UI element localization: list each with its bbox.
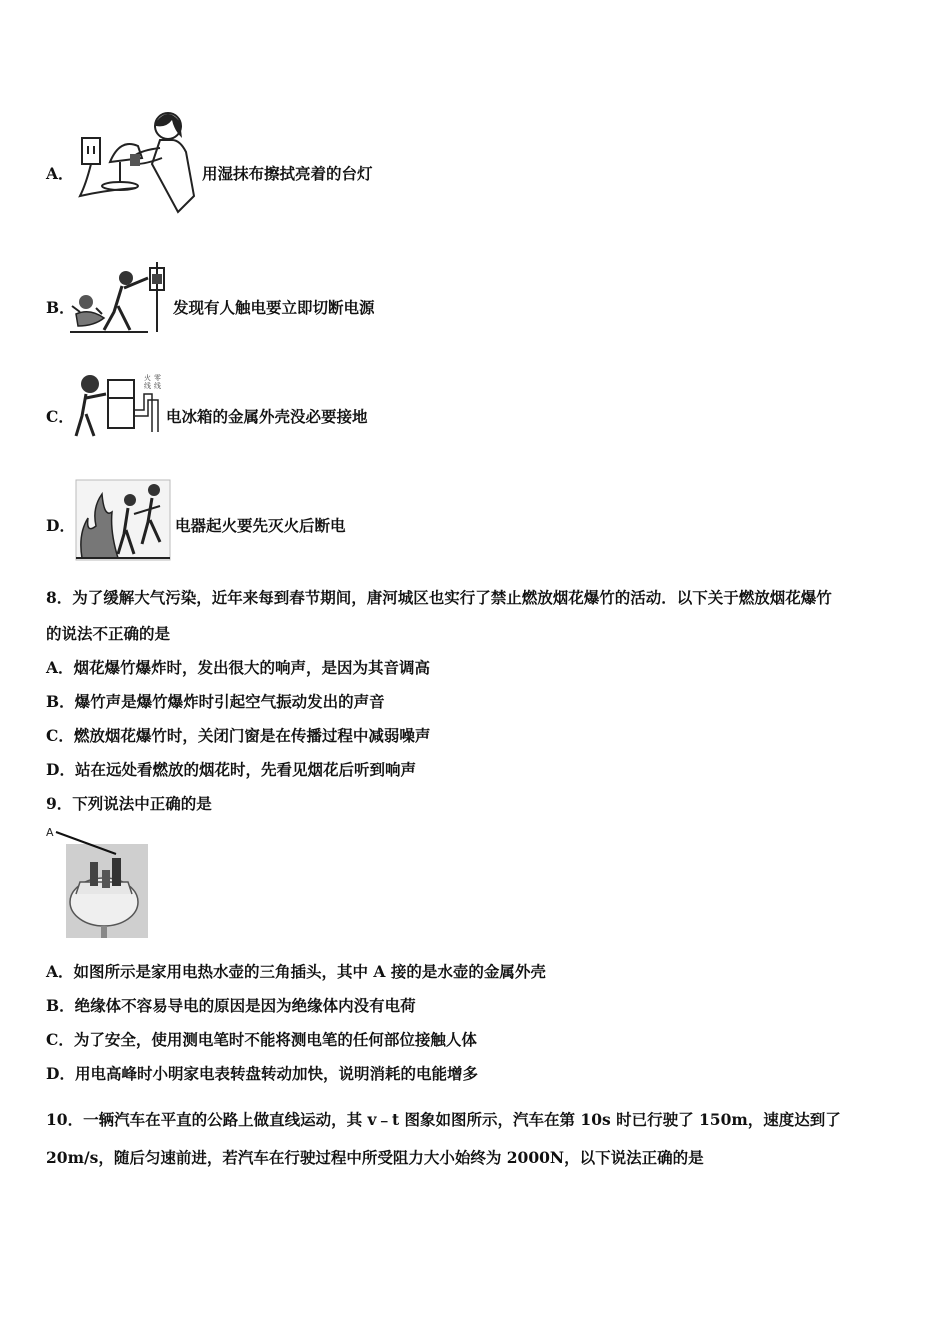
three-pin-plug-image (46, 824, 150, 940)
cut-power-switch-image (70, 262, 170, 336)
q9-option-b: B．绝缘体不容易导电的原因是因为绝缘体内没有电荷 (46, 996, 416, 1015)
neutral-wire-label-2: 线 (154, 382, 161, 390)
neutral-wire-label: 零 (154, 374, 161, 382)
q10-stem-line1: 10．一辆汽车在平直的公路上做直线运动，其 v﹣t 图象如图所示，汽车在第 10s 时已行驶了 150m，速度达到了 (46, 1110, 841, 1129)
girl-wiping-lamp-image (76, 104, 200, 216)
q9-option-d: D．用电高峰时小明家电表转盘转动加快，说明消耗的电能增多 (46, 1064, 478, 1083)
refrigerator-grounding-image (72, 370, 166, 440)
electrical-fire-image (74, 478, 172, 562)
q7-option-d-text: 电器起火要先灭火后断电 (175, 516, 346, 535)
q10-stem-line2: 20m/s，随后匀速前进，若汽车在行驶过程中所受阻力大小始终为 2000N，以下说法正确的是 (46, 1148, 704, 1167)
q9-option-c: C．为了安全，使用测电笔时不能将测电笔的任何部位接触人体 (46, 1030, 477, 1049)
q7-option-d-letter: D． (46, 516, 75, 535)
q7-option-b-text: 发现有人触电要立即切断电源 (173, 298, 375, 317)
q8-option-d: D．站在远处看燃放的烟花时，先看见烟花后听到响声 (46, 760, 416, 779)
q8-option-a: A．烟花爆竹爆炸时，发出很大的响声，是因为其音调高 (46, 658, 431, 677)
q8-stem-line2: 的说法不正确的是 (46, 624, 171, 643)
q7-option-b-letter: B． (46, 298, 75, 317)
plug-pin-a-label: A (46, 826, 54, 839)
live-wire-label: 火 (144, 374, 151, 382)
q8-option-c: C．燃放烟花爆竹时，关闭门窗是在传播过程中减弱噪声 (46, 726, 431, 745)
q9-stem: 9．下列说法中正确的是 (46, 794, 212, 813)
q7-option-c-letter: C． (46, 407, 74, 426)
live-wire-label-2: 线 (144, 382, 151, 390)
q7-option-a-letter: A． (46, 164, 74, 183)
q8-stem-line1: 8．为了缓解大气污染，近年来每到春节期间，唐河城区也实行了禁止燃放烟花爆竹的活动．以下关于燃放烟花爆竹 (46, 588, 832, 607)
q8-option-b: B．爆竹声是爆竹爆炸时引起空气振动发出的声音 (46, 692, 385, 711)
q7-option-c-text: 电冰箱的金属外壳没必要接地 (166, 407, 368, 426)
q9-option-a: A．如图所示是家用电热水壶的三角插头，其中 A 接的是水壶的金属外壳 (46, 962, 546, 981)
q7-option-a-text: 用湿抹布擦拭亮着的台灯 (202, 164, 373, 183)
